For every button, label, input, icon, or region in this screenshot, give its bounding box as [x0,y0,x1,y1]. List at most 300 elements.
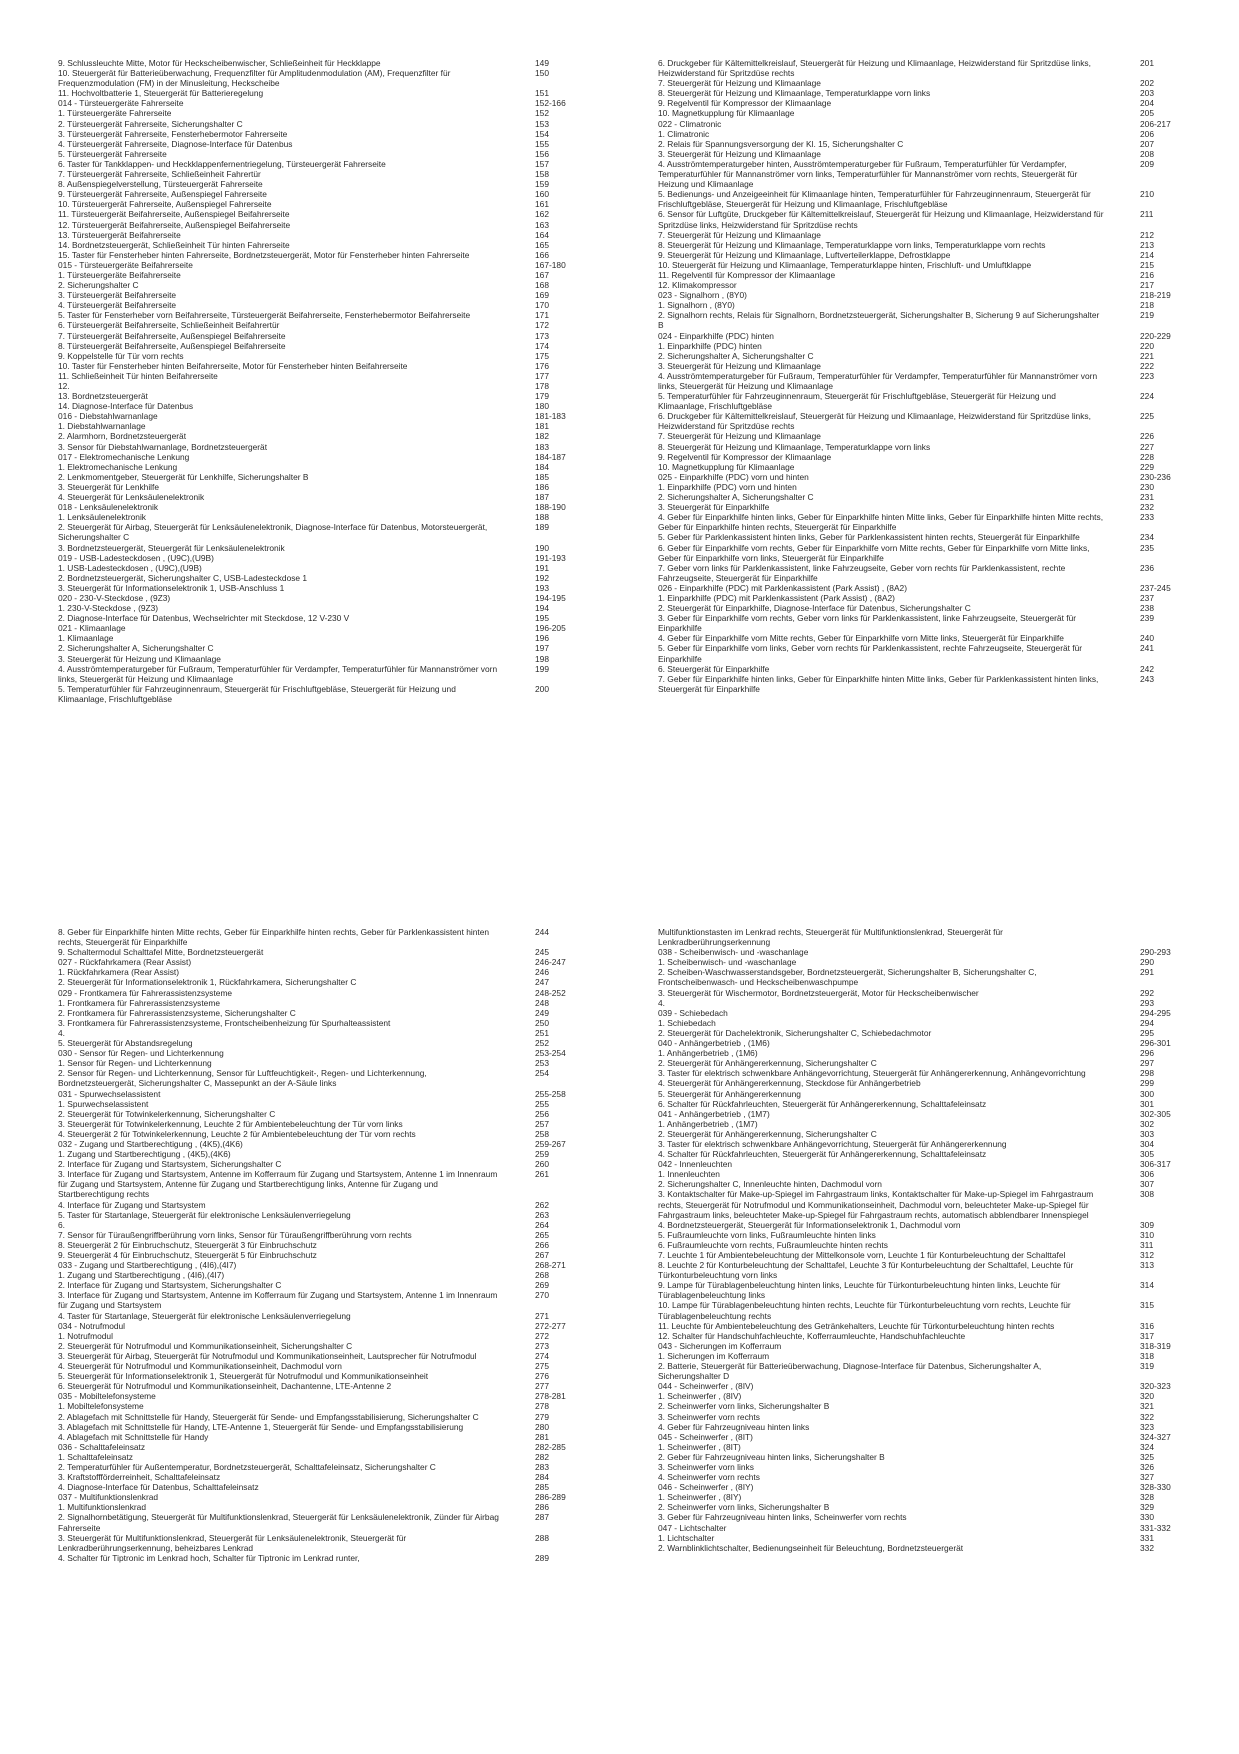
toc-entry [658,88,1198,98]
toc-page-number: 213 [1140,239,1154,250]
toc-page-number: 230-236 [1140,471,1171,482]
toc-section-title: 043 - Sicherungen im Kofferraum [658,1340,782,1351]
toc-section-title: 045 - Scheinwerfer , (8IT) [658,1431,753,1442]
toc-page-number: 277 [535,1381,549,1392]
toc-item-title: 1. Climatronic [658,128,710,139]
toc-page-number: 232 [1140,502,1154,513]
toc-page-number: 172 [535,320,549,331]
toc-page-number: 205 [1140,108,1154,119]
toc-page-number: 194-195 [535,592,566,603]
toc-page-number: 221 [1140,350,1154,361]
toc-page-number: 279 [535,1411,549,1422]
toc-page-number: 188-190 [535,502,566,513]
toc-page-number: 318-319 [1140,1340,1171,1351]
toc-page-number: 268-271 [535,1260,566,1271]
toc-entry [58,280,598,290]
toc-entry [658,1220,1198,1230]
toc-entry [658,209,1198,229]
toc-page-number: 167-180 [535,259,566,270]
toc-entry [58,1220,598,1230]
toc-entry [658,1068,1198,1078]
toc-item-title: 9. Regelventil für Kompressor der Klimaanlage [658,98,832,109]
toc-page-number: 300 [1140,1088,1154,1099]
toc-item-title: 1. Lichtschalter [658,1532,715,1543]
toc-item-title: 11. Regelventil für Kompressor der Klimaanlage [658,269,836,280]
toc-item-title: 4. Scheinwerfer vorn rechts [658,1472,760,1483]
toc-page-number: 257 [535,1118,549,1129]
toc-page-number: 160 [535,189,549,200]
toc-item-title: 2. Steuergerät für Anhängererkennung, Sicherungshalter C [658,1128,877,1139]
toc-page-number: 154 [535,128,549,139]
toc-item-title: 1. Innenleuchten [658,1169,720,1180]
toc-page-number: 217 [1140,280,1154,291]
toc-entry [58,977,598,987]
toc-page-number: 239 [1140,613,1154,624]
toc-page-number: 242 [1140,663,1154,674]
toc-entry [658,1048,1198,1058]
toc-entry [658,502,1198,512]
toc-entry [58,320,598,330]
toc-page-number: 329 [1140,1502,1154,1513]
toc-page-number: 168 [535,280,549,291]
toc-section-title: 019 - USB-Ladesteckdosen , (U9C),(U9B) [58,552,214,563]
toc-entry [58,139,598,149]
toc-item-title: 1. USB-Ladesteckdosen , (U9C),(U9B) [58,562,202,573]
toc-page-number: 216 [1140,269,1154,280]
toc-item-title: 6. Schalter für Rückfahrleuchten, Steuergerät für Anhängererkennung, Schalttafeleinsatz [658,1098,987,1109]
toc-entry [658,1341,1198,1351]
toc-item-title: 4. Steuergerät für Notrufmodul und Kommunikationseinheit, Dachmodul vorn [58,1361,342,1372]
toc-page-number: 310 [1140,1229,1154,1240]
toc-item-title: 5. Temperaturfühler für Fahrzeuginnenraum, Steuergerät für Frischluftgebläse, Steuergerät für Heizung und Klimaanlage, Frischluftgebläse [658,391,1056,412]
toc-entry [658,1008,1198,1018]
toc-entry [658,1432,1198,1442]
toc-entry [58,1290,598,1310]
toc-section-title: 029 - Frontkamera für Fahrerassistenzsysteme [58,987,233,998]
toc-entry [658,1502,1198,1512]
toc-page-number: 307 [1140,1179,1154,1190]
toc-page-number: 278 [535,1401,549,1412]
toc-entry [58,1462,598,1472]
toc-item-title: 1. Elektromechanische Lenkung [58,461,178,472]
toc-entry [58,442,598,452]
toc-item-title: 2. Scheinwerfer vorn links, Sicherungshalter B [658,1401,830,1412]
toc-page-number: 226 [1140,431,1154,442]
toc-item-title: 3. Scheinwerfer vorn rechts [658,1411,760,1422]
toc-page-number: 178 [535,381,549,391]
toc-page-number: 320-323 [1140,1381,1171,1392]
toc-item-title: 2. Batterie, Steuergerät für Batterieüberwachung, Diagnose-Interface für Datenbus, Sicherungshalter A, Sicherungshalter D [658,1361,1042,1382]
toc-entry [58,331,598,341]
toc-entry [658,129,1198,139]
toc-item-title: 8. Steuergerät für Heizung und Klimaanlage, Temperaturklappe vorn links [658,88,931,99]
toc-entry [658,1109,1198,1119]
toc-entry [58,1492,598,1502]
page2-left-column [58,927,598,1563]
toc-item-title: 3. Taster für elektrisch schwenkbare Anhängevorrichtung, Steuergerät für Anhängererkennung, Anhängevorrichtung [658,1068,1086,1079]
toc-item-title: 3. Kontaktschalter für Make-up-Spiegel im Fahrgastraum links, Kontaktschalter für Make-up-Spiegel im Fahrgastraum rechts, Steuergerät für Notrufmodul und Kommunikationseinheit, Dachmodul vorn, beleuchteter Make-up-Spiegel für Fahrgastraum links, beleuchteter Make-up-Spiegel für Fahrgastraum rechts, automatisch abblendbarer Innenspiegel [658,1189,1094,1220]
toc-item-title: 1. Anhängerbetrieb , (1M7) [658,1118,758,1129]
toc-page-number: 292 [1140,987,1154,998]
toc-item-title: 6. Geber für Einparkhilfe vorn rechts, Geber für Einparkhilfe vorn Mitte rechts, Geber für Einparkhilfe vorn Mitte links, Geber für Einparkhilfe vorn links, Steuergerät für Einparkhilfe [658,542,1090,563]
toc-entry [58,1452,598,1462]
toc-item-title: 9. Lampe für Türablagenbeleuchtung hinten links, Leuchte für Türkonturbeleuchtung hinten links, Leuchte für Türablagenbeleuchtung links [658,1280,1061,1301]
toc-item-title: 2. Sicherungshalter A, Sicherungshalter C [58,643,214,654]
toc-page-number: 254 [535,1068,549,1079]
toc-entry [58,998,598,1008]
toc-item-title: 4. Diagnose-Interface für Datenbus, Schalttafeleinsatz [58,1482,259,1493]
toc-item-title: 4. [658,997,665,1008]
toc-entry [58,68,598,88]
toc-item-title: 1. Lenksäulenelektronik [58,512,146,523]
toc-page-number: 314 [1140,1280,1154,1291]
toc-entry [658,674,1198,694]
toc-page-number: 158 [535,169,549,180]
toc-item-title: 3. Kraftstoffförderreinheit, Schalttafeleinsatz [58,1472,221,1483]
toc-item-title: 10. Lampe für Türablagenbeleuchtung hinten rechts, Leuchte für Türkonturbeleuchtung vorn rechts, Leuchte für Türablagenbeleuchtung rechts [658,1300,1071,1321]
toc-item-title: 1. Diebstahlwarnanlage [58,421,146,432]
toc-item-title: 13. Türsteuergerät Beifahrerseite [58,229,181,240]
toc-entry [58,1553,598,1563]
toc-entry [58,189,598,199]
toc-section-title: 022 - Climatronic [658,118,722,129]
toc-page-number: 211 [1140,209,1154,220]
toc-page-number: 289 [535,1552,549,1563]
toc-item-title: 2. Steuergerät für Dachelektronik, Sicherungshalter C, Schiebedachmotor [658,1027,932,1038]
toc-entry [658,664,1198,674]
toc-section-title: 031 - Spurwechselassistent [58,1088,161,1099]
toc-entry [58,522,598,542]
toc-item-title: 9. Steuergerät für Heizung und Klimaanlage, Luftverteilerklappe, Defrostklappe [658,249,951,260]
toc-page-number: 212 [1140,229,1154,240]
toc-page-number: 164 [535,229,549,240]
toc-entry [58,563,598,573]
toc-page-number: 190 [535,542,549,553]
toc-page-number: 327 [1140,1472,1154,1483]
toc-page-number: 291 [1140,967,1154,978]
toc-page-number: 150 [535,68,549,79]
toc-entry [58,391,598,401]
toc-page-number: 255-258 [535,1088,566,1099]
toc-entry [58,341,598,351]
toc-item-title: 2. Steuergerät für Totwinkelerkennung, Sicherungshalter C [58,1108,276,1119]
toc-entry [658,1533,1198,1543]
toc-entry [658,1149,1198,1159]
toc-item-title: 3. Geber für Fahrzeugniveau hinten links, Scheinwerfer vorn rechts [658,1512,907,1523]
toc-page-number: 176 [535,360,549,371]
toc-item-title: 3. Steuergerät für Wischermotor, Bordnetzsteuergerät, Motor für Heckscheibenwischer [658,987,979,998]
toc-item-title: 3. Steuergerät für Airbag, Steuergerät für Notrufmodul und Kommunikationseinheit, Lautsprecher für Notrufmodul [58,1350,477,1361]
toc-entry [58,179,598,189]
toc-page-number: 268 [535,1270,549,1281]
toc-page-number: 170 [535,300,549,311]
toc-entry [58,1432,598,1442]
toc-section-title: 021 - Klimaanlage [58,623,126,634]
toc-page-number: 206 [1140,128,1154,139]
toc-item-title: 4. [58,1027,65,1038]
toc-page-number: 321 [1140,1401,1154,1412]
toc-item-title: 5. Bedienungs- und Anzeigeeinheit für Klimaanlage hinten, Temperaturfühler für Fahrzeuginnenraum, Steuergerät für Frischluftgebläse, Steuergerät für Heizung und Klimaanlage, Frischluftgebläse [658,189,1091,210]
toc-entry [58,220,598,230]
toc-item-title: 3. Türsteuergerät Fahrerseite, Fensterhebermotor Fahrerseite [58,128,288,139]
toc-entry [658,452,1198,462]
toc-item-title: Multifunktionstasten im Lenkrad rechts, Steuergerät für Multifunktionslenkrad, Steuergerät für Lenkradberührungserkennung [658,927,1003,948]
toc-page-number: 237-245 [1140,582,1171,593]
toc-item-title: 5. Geber für Einparkhilfe vorn links, Geber vorn rechts für Parklenkassistent, rechte Fahrzeugseite, Steuergerät für Einparkhilfe [658,643,1083,664]
toc-page-number: 258 [535,1128,549,1139]
toc-page-number: 290-293 [1140,947,1171,958]
toc-page-number: 263 [535,1209,549,1220]
toc-entry [658,613,1198,633]
toc-entry [658,1119,1198,1129]
toc-item-title: 8. Leuchte 2 für Konturbeleuchtung der Schalttafel, Leuchte 3 für Konturbeleuchtung der Schalttafel, Leuchte für Türkonturbeleuchtung vorn links [658,1260,1074,1281]
toc-page-number: 253 [535,1058,549,1069]
toc-entry [658,139,1198,149]
toc-page-number: 332 [1140,1542,1154,1553]
toc-entry [58,947,598,957]
toc-entry [58,1210,598,1220]
toc-page-number: 203 [1140,88,1154,99]
toc-section-title: 018 - Lenksäulenelektronik [58,502,159,513]
toc-entry [58,1412,598,1422]
toc-entry [58,482,598,492]
toc-item-title: 2. Signalhornbetätigung, Steuergerät für Multifunktionslenkrad, Steuergerät für Lenksäulenelektronik, Zünder für Airbag Fahrerseite [58,1512,499,1533]
toc-entry [658,78,1198,88]
toc-item-title: 8. Steuergerät für Heizung und Klimaanlage, Temperaturklappe vorn links, Temperaturklappe vorn rechts [658,239,1046,250]
toc-entry [658,1492,1198,1502]
toc-page-number: 152-166 [535,98,566,109]
toc-item-title: 2. Ablagefach mit Schnittstelle für Handy, Steuergerät für Sende- und Empfangsstabilisierung, Sicherungshalter C [58,1411,479,1422]
toc-entry [58,149,598,159]
toc-entry [58,381,598,391]
toc-item-title: 1. Spurwechselassistent [58,1098,149,1109]
toc-page-number: 171 [535,310,549,321]
toc-page-number: 153 [535,118,549,129]
toc-entry [58,169,598,179]
toc-entry [58,1159,598,1169]
toc-entry [58,98,598,108]
toc-entry [58,643,598,653]
toc-page-number: 192 [535,572,549,583]
toc-item-title: 9. Regelventil für Kompressor der Klimaanlage [658,451,832,462]
toc-page-number: 196-205 [535,623,566,634]
toc-item-title: 7. Türsteuergerät Fahrerseite, Schließeinheit Fahrertür [58,169,261,180]
toc-item-title: 5. Taster für Startanlage, Steuergerät für elektronische Lenksäulenverriegelung [58,1209,351,1220]
toc-entry [658,1159,1198,1169]
toc-section-title: 032 - Zugang und Startberechtigung , (4K5),(4K6) [58,1138,243,1149]
toc-item-title: 4. Taster für Startanlage, Steuergerät für elektronische Lenksäulenverriegelung [58,1310,351,1321]
toc-page-number: 207 [1140,138,1154,149]
toc-item-title: 4. Ausströmtemperaturgeber für Fußraum, Temperaturfühler für Verdampfer, Temperaturfühler für Mannanströmer vorn links, Steuergerät für Heizung und Klimaanlage [58,663,498,684]
toc-page-number: 220-229 [1140,330,1171,341]
toc-section-title: 036 - Schalttafeleinsatz [58,1441,146,1452]
toc-item-title: 2. Steuergerät für Notrufmodul und Kommunikationseinheit, Sicherungshalter C [58,1340,353,1351]
toc-entry [58,452,598,462]
toc-entry [58,613,598,623]
toc-page-number: 248-252 [535,987,566,998]
toc-page-number: 325 [1140,1451,1154,1462]
toc-page-number: 270 [535,1290,549,1301]
toc-page-number: 275 [535,1361,549,1372]
toc-page-number: 162 [535,209,549,220]
toc-page-number: 299 [1140,1078,1154,1089]
toc-item-title: 3. Steuergerät für Heizung und Klimaanlage [658,148,821,159]
toc-entry [658,270,1198,280]
toc-page-number: 231 [1140,492,1154,503]
toc-item-title: 1. Türsteuergeräte Fahrerseite [58,108,172,119]
toc-page-number: 282 [535,1451,549,1462]
toc-page-number: 326 [1140,1461,1154,1472]
toc-entry [658,1169,1198,1179]
toc-entry [58,1109,598,1119]
toc-item-title: 3. Geber für Einparkhilfe vorn rechts, Geber vorn links für Parklenkassistent, linke Fahrzeugseite, Steuergerät für Einparkhilfe [658,613,1077,634]
toc-item-title: 1. Signalhorn , (8Y0) [658,300,735,311]
toc-page-number: 167 [535,269,549,280]
toc-page-number: 245 [535,947,549,958]
toc-entry [658,563,1198,583]
toc-entry [658,532,1198,542]
toc-entry [58,58,598,68]
toc-entry [658,1089,1198,1099]
toc-entry [58,553,598,563]
toc-entry [658,988,1198,998]
toc-item-title: 1. Frontkamera für Fahrerassistenzsysteme [58,997,220,1008]
toc-item-title: 2. Warnblinklichtschalter, Bedienungseinheit für Beleuchtung, Bordnetzsteuergerät [658,1542,964,1553]
toc-entry [58,684,598,704]
toc-item-title: 12. Türsteuergerät Beifahrerseite, Außenspiegel Beifahrerseite [58,219,291,230]
toc-entry [658,1078,1198,1088]
toc-entry [58,1200,598,1210]
toc-page-number: 173 [535,330,549,341]
toc-item-title: 7. Geber vorn links für Parklenkassistent, linke Fahrzeugseite, Geber vorn rechts für Parklenkassistent, rechte Fahrzeugseite, Steuergerät für Einparkhilfe [658,562,1066,583]
toc-section-title: 035 - Mobiltelefonsysteme [58,1391,156,1402]
toc-page-number: 238 [1140,603,1154,614]
toc-page-number: 200 [535,683,549,694]
toc-entry [58,1068,598,1088]
toc-page-number: 179 [535,391,549,402]
toc-entry [658,159,1198,189]
toc-item-title: 14. Diagnose-Interface für Datenbus [58,401,194,412]
toc-entry [58,159,598,169]
toc-item-title: 2. Türsteuergerät Fahrerseite, Sicherungshalter C [58,118,243,129]
toc-page-number: 199 [535,663,549,674]
toc-entry [658,1472,1198,1482]
toc-item-title: 6. Steuergerät für Notrufmodul und Kommunikationseinheit, Dachantenne, LTE-Antenne 2 [58,1381,392,1392]
toc-item-title: 6. Druckgeber für Kältemittelkreislauf, Steuergerät für Heizung und Klimaanlage, Heizwiderstand für Spritzdüse links, Heizwiderstand für Spritzdüse rechts [658,58,1091,79]
toc-entry [58,1089,598,1099]
toc-item-title: 7. Leuchte 1 für Ambientebeleuchtung der Mittelkonsole vorn, Leuchte 1 für Konturbeleuchtung der Schalttafel [658,1250,1066,1260]
toc-entry [58,1028,598,1038]
toc-item-title: 1. Zugang und Startberechtigung , (4K5),(4K6) [58,1149,231,1160]
toc-page-number: 180 [535,401,549,412]
toc-entry [58,1099,598,1109]
toc-item-title: 3. Sensor für Diebstahlwarnanlage, Bordnetzsteuergerät [58,441,268,452]
toc-page-number: 182 [535,431,549,442]
toc-page-number: 149 [535,58,549,68]
toc-entry [658,431,1198,441]
toc-entry [58,462,598,472]
toc-item-title: 1. Scheinwerfer , (8IT) [658,1441,741,1452]
toc-entry [658,512,1198,532]
toc-entry [658,98,1198,108]
toc-entry [58,1341,598,1351]
toc-section-title: 040 - Anhängerbetrieb , (1M6) [658,1038,770,1049]
toc-item-title: 2. Temperaturfühler für Außentemperatur, Bordnetzsteuergerät, Schalttafeleinsatz, Sicherungshalter C [58,1461,436,1472]
toc-entry [658,1240,1198,1250]
toc-entry [658,593,1198,603]
toc-section-title: 017 - Elektromechanische Lenkung [58,451,190,462]
toc-item-title: 1. Scheinwerfer , (8IV) [658,1391,742,1402]
toc-item-title: 1. Schiebedach [658,1017,716,1028]
toc-page-number: 187 [535,492,549,503]
toc-entry [58,230,598,240]
toc-section-title: 027 - Rückfahrkamera (Rear Assist) [58,957,192,968]
toc-entry [58,664,598,684]
toc-entry [658,482,1198,492]
toc-page-number: 298 [1140,1068,1154,1079]
toc-item-title: 8. Türsteuergerät Beifahrerseite, Außenspiegel Beifahrerseite [58,340,286,351]
toc-entry [658,947,1198,957]
toc-section-title: 025 - Einparkhilfe (PDC) vorn und hinten [658,471,809,482]
toc-entry [58,1381,598,1391]
toc-item-title: 9. Türsteuergerät Fahrerseite, Außenspiegel Fahrerseite [58,189,267,200]
toc-entry [58,1149,598,1159]
toc-item-title: 1. Schalttafeleinsatz [58,1451,133,1462]
toc-entry [658,240,1198,250]
page1-left-column [58,58,598,704]
toc-entry [658,1381,1198,1391]
toc-item-title: 5. Taster für Fensterheber vorn Beifahrerseite, Türsteuergerät Beifahrerseite, Fensterhebermotor Beifahrerseite [58,310,471,321]
toc-page-number: 209 [1140,158,1154,169]
toc-item-title: 3. Steuergerät für Lenkhilfe [58,481,160,492]
toc-page-number: 264 [535,1219,549,1230]
toc-entry [58,543,598,553]
toc-page-number: 269 [535,1280,549,1291]
toc-item-title: 6. Fußraumleuchte vorn rechts, Fußraumleuchte hinten rechts [658,1239,888,1250]
toc-page-number: 230 [1140,481,1154,492]
toc-entry [58,1169,598,1199]
toc-page-number: 315 [1140,1300,1154,1311]
toc-entry [658,462,1198,472]
toc-item-title: 2. Relais für Spannungsversorgung der Kl. 15, Sicherungshalter C [658,138,904,149]
toc-page-number: 316 [1140,1320,1154,1331]
toc-entry [658,1058,1198,1068]
toc-item-title: 7. Steuergerät für Heizung und Klimaanlage [658,431,821,442]
toc-entry [658,361,1198,371]
toc-page-number: 297 [1140,1058,1154,1069]
toc-page-number: 241 [1140,643,1154,654]
toc-entry [658,543,1198,563]
toc-entry [58,431,598,441]
toc-section-title: 033 - Zugang und Startberechtigung , (4I6),(4I7) [58,1260,237,1271]
toc-page-number: 281 [535,1431,549,1442]
toc-entry [658,1391,1198,1401]
toc-entry [658,411,1198,431]
toc-page-number: 189 [535,522,549,533]
toc-entry [58,240,598,250]
toc-page-number: 330 [1140,1512,1154,1523]
toc-entry [658,1129,1198,1139]
toc-entry [58,1371,598,1381]
toc-item-title: 3. Ablagefach mit Schnittstelle für Handy, LTE-Antenne 1, Steuergerät für Sende- und Empfangsstabilisierung [58,1421,464,1432]
toc-section-title: 044 - Scheinwerfer , (8IV) [658,1381,754,1392]
toc-page-number: 276 [535,1371,549,1382]
toc-page-number: 322 [1140,1411,1154,1422]
toc-entry [58,988,598,998]
toc-item-title: 2. Sicherungshalter C [58,280,139,291]
toc-page-number: 186 [535,481,549,492]
toc-page-number: 265 [535,1229,549,1240]
